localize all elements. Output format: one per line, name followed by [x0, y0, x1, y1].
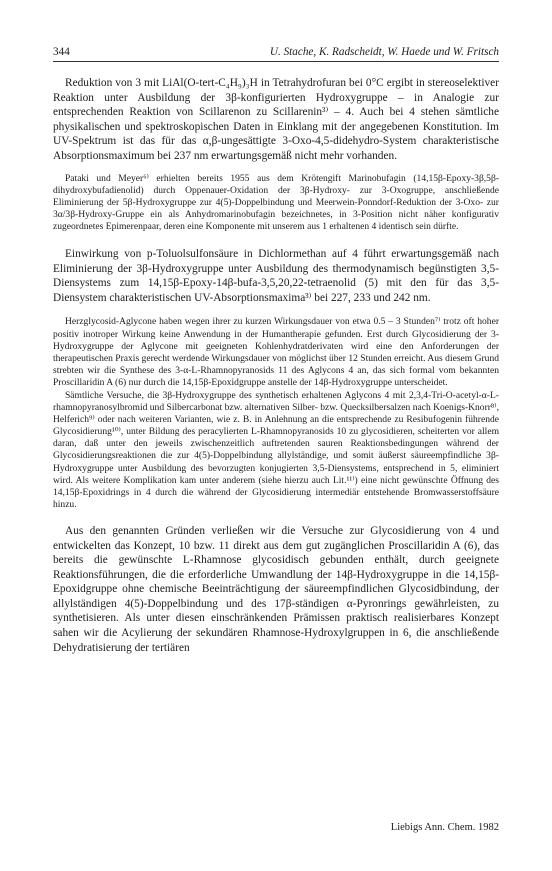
page-number: 344: [53, 46, 70, 58]
journal-footer: Liebigs Ann. Chem. 1982: [390, 822, 499, 833]
header-authors: U. Stache, K. Radscheidt, W. Haede und W. Fritsch: [269, 46, 499, 58]
journal-page: [53, 46, 499, 655]
paragraph-herzglycosid-aglycone: Herzglycosid-Aglycone haben wegen ihrer zu kurzen Wirkungsdauer von etwa 0.5 – 3 Stunden⁷⁾ trotz oft hoher positiv inotroper Wirkung keine Anwendung in der Humantherapie gefunden. Erst durch Glycosidierung der 3-Hydroxygruppe der Aglycone mit geeigneten Kohlenhydratderivaten wird eine den Anforderungen der therapeutischen Praxis gerecht werdende Wirkungsdauer von möglichst über 12 Stunden erreicht. Aus diesem Grund strebten wir die Synthese des 3-α-L-Rhamnopyranosids 11 des Aglycons 4 an, das sich formal vom bekannten Proscillaridin A (6) nur durch die 14,15β-Epoxidgruppe anstelle der 14β-Hydroxygruppe unterscheidet.: [53, 316, 499, 388]
paragraph-pataki-meyer: Pataki und Meyer⁶⁾ erhielten bereits 1955 aus dem Krötengift Marinobufagin (14,15β-Epoxy-3β,5β-dihydroxybufadienolid) durch Oppenauer-Oxidation der 3β-Hydroxy- zur 3-Oxogruppe, anschließende Eliminierung der 5β-Hydroxygruppe zur 4(5)-Doppelbindung und Meerwein-Ponndorf-Reduktion der 3-Oxo- zur 3α/3β-Hydroxy-Gruppe ein als Anhydromarinobufagin bezeichnetes, in 3-Position nicht näher konfigurativ zugeordnetes Epimerenpaar, deren eine Komponente mit unserem aus 1 erhaltenen 4 identisch sein dürfte.: [53, 172, 499, 232]
paragraph-toluolsulfonsaeure: Einwirkung von p-Toluolsulfonsäure in Dichlormethan auf 4 führt erwartungsgemäß nach Eliminierung der 3β-Hydroxygruppe unter Ausbildung des thermodynamisch begünstigten 3,5-Diensystems zum 14,15β-Epoxy-14β-bufa-3,5,20,22-tetraenolid (5) mit den für das 3,5-Diensystem charakteristischen UV-Absorptionsmaxima³⁾ bei 227, 233 und 242 nm.: [53, 248, 499, 304]
paragraph-glycosidierung-versuche: Sämtliche Versuche, die 3β-Hydroxygruppe des synthetisch erhaltenen Aglycons 4 mit 2,3,4-Tri-O-acetyl-α-L-rhamnopyranosylbromid und Silbercarbonat bzw. alternativen Silber- bzw. Quecksilbersalzen nach Koenigs-Knorr⁸⁾, Helferich⁹⁾ oder nach weiteren Varianten, wie z. B. in Anlehnung an die entsprechende zu Resibufogenin führende Glycosidierung¹⁰⁾, unter Bildung des peracylierten L-Rhamnopyranosids 10 zu glycosidieren, scheiterten vor allem daran, daß unter den jeweils zwischenzeitlich auftretenden sauren Reaktionsbedingungen während der Glycosidierungsreaktionen die zur 4(5)-Doppelbindung allylständige, und somit äußerst säureempfindliche 3β-Hydroxygruppe unter Ausbildung des bevorzugten konjugierten 3,5-Diensystems, entsprechend in 5, eliminiert wird. Als weitere Komplikation kam unter anderem (siehe hierzu auch Lit.¹¹⁾) eine nicht gewünschte Öffnung des 14,15β-Epoxidrings in 4 durch die während der Glycosidierung intermediär entstehende Bromwasserstoffsäure hinzu.: [53, 389, 499, 510]
paragraph-konzept: Aus den genannten Gründen verließen wir die Versuche zur Glycosidierung von 4 und entwickelten das Konzept, 10 bzw. 11 direkt aus dem gut zugänglichen Proscillaridin A (6), das bereits die gewünschte L-Rhamnose glycosidisch gebunden enthält, durch geeignete Reaktionsführungen, die die erforderliche Umwandlung der 14β-Hydroxygruppe in die 14,15β-Epoxidgruppe ohne chemische Beeinträchtigung der säureempfindlichen Glycosidbindung, der allylständigen 4(5)-Doppelbindung und des 17β-ständigen α-Pyronrings gewährleisten, zu synthetisieren. Als unter diesen einschränkenden Prämissen praktisch realisierbares Konzept sahen wir die Acylierung der sekundären Rhamnose-Hydroxylgruppen in 6, die anschließende Dehydratisierung der tertiären: [53, 524, 499, 654]
paragraph-reduction: Reduktion von 3 mit LiAl(O-tert-C₄H₉)₃H in Tetrahydrofuran bei 0°C ergibt in stereoselektiver Reaktion unter Ausbildung der 3β-konfigurierten Hydroxygruppe – in Analogie zur entsprechenden Reaktion von Scillarenon zu Scillarenin³⁾ – 4. Auch bei 4 stehen sämtliche physikalischen und spektroskopischen Daten in Einklang mit der angegebenen Konstitution. Im UV-Spektrum ist das für das α,β-ungesättigte 3-Oxo-4,5-didehydro-System charakteristische Absorptionsmaximum bei 237 nm erwartungsgemäß nicht mehr vorhanden.: [53, 77, 499, 162]
running-header: [53, 46, 499, 62]
